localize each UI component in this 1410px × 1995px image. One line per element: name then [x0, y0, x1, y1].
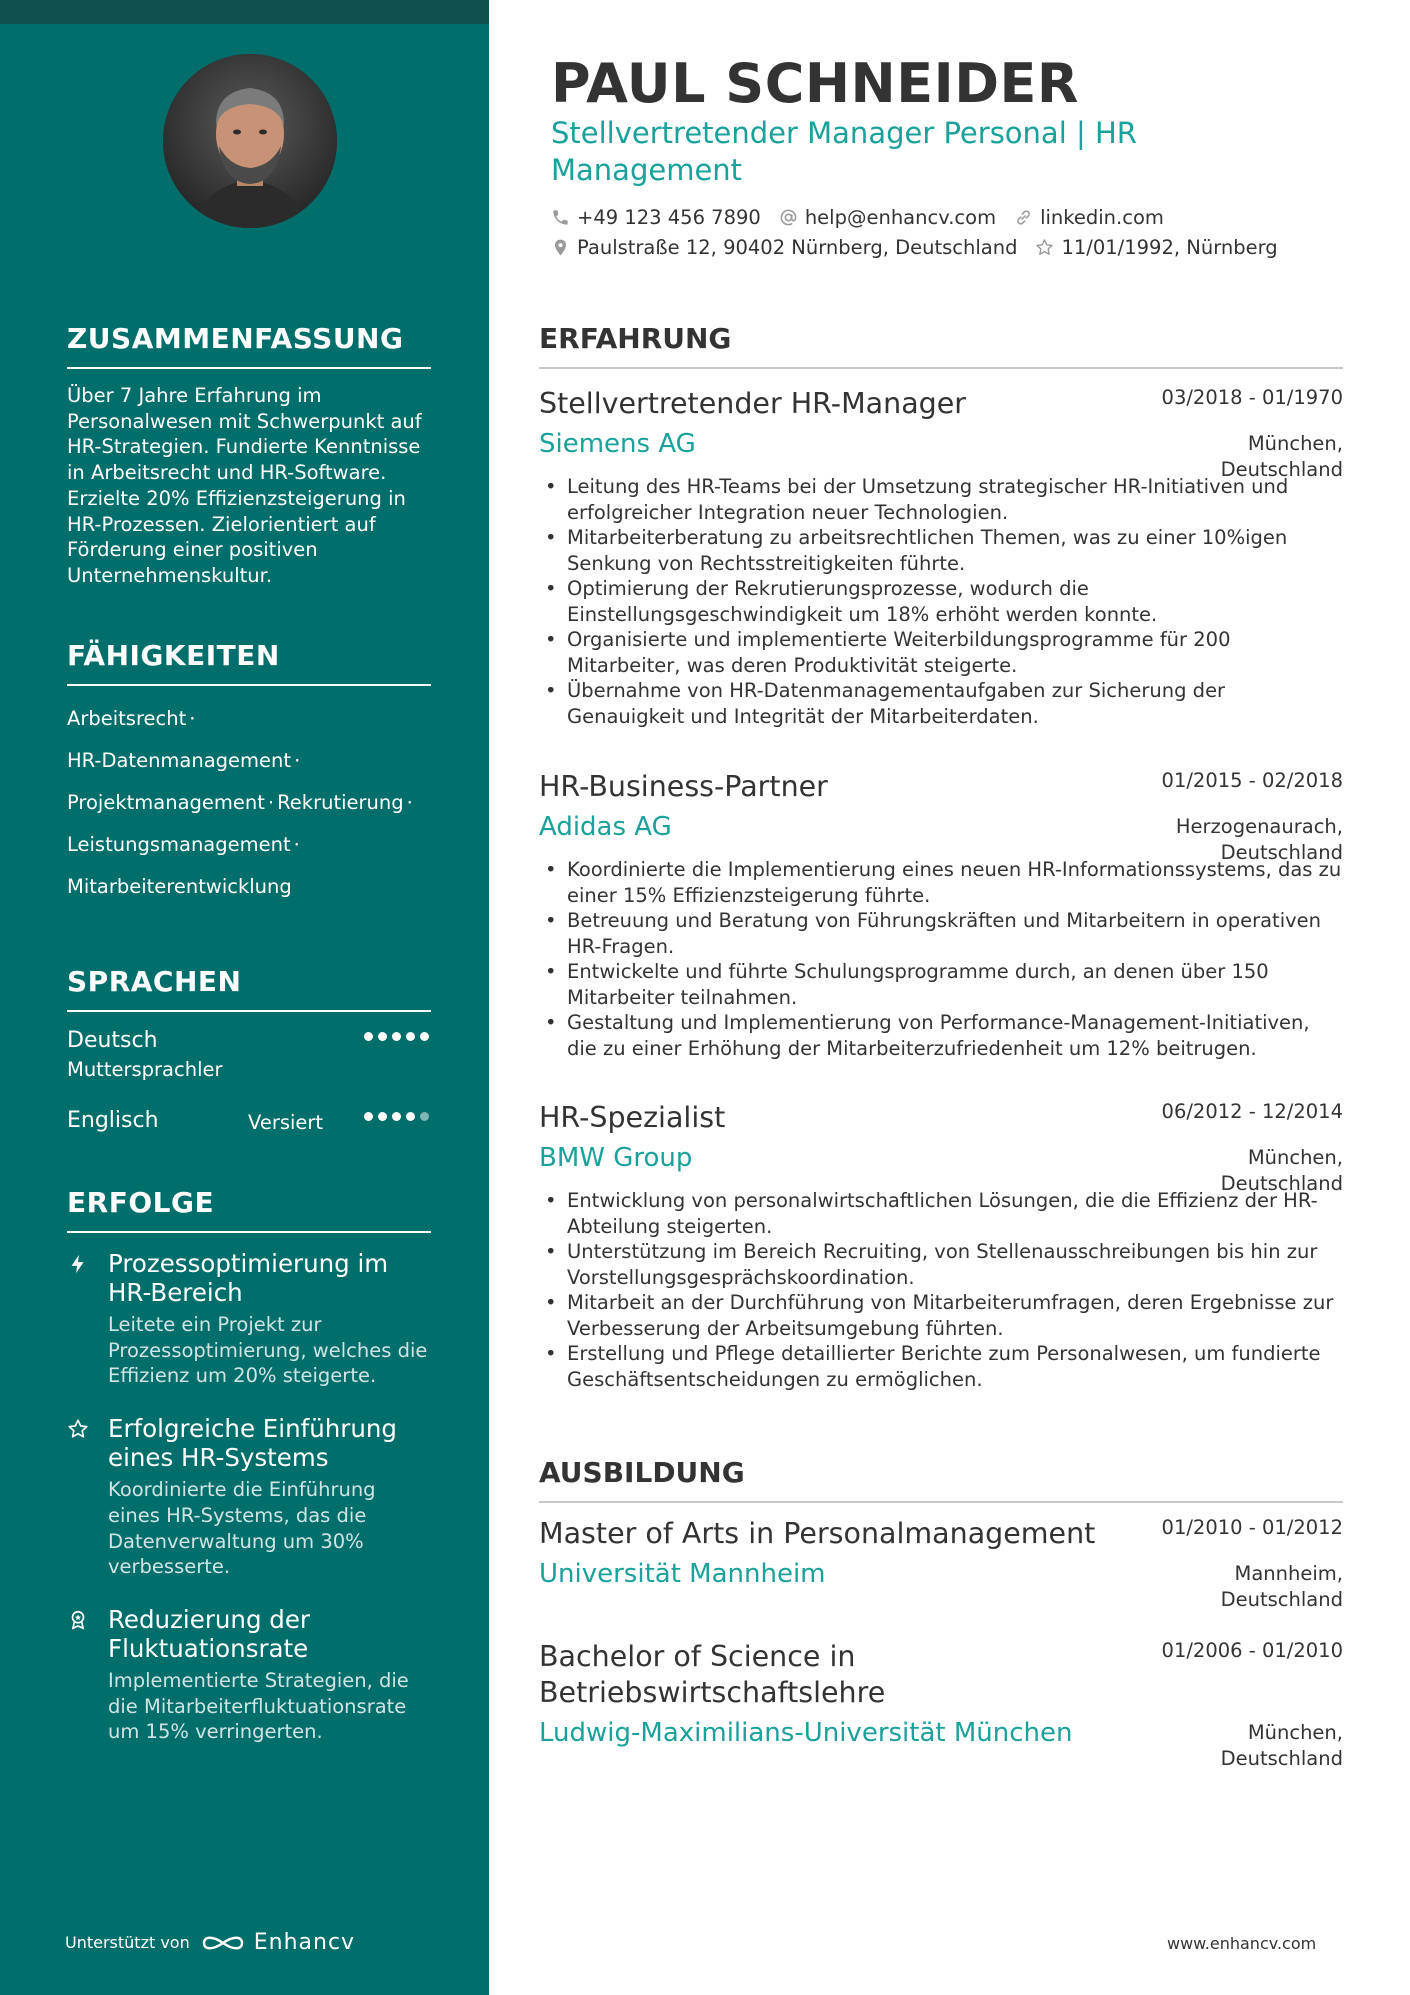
- bullet-item: • Mitarbeiterberatung zu arbeitsrechtlichen Themen, was zu einer 10%igen Senkung von Rechtsstreitigkeiten führte.: [539, 525, 1343, 576]
- skill-item: Leistungsmanagement: [67, 833, 291, 856]
- skills-list: [67, 698, 431, 908]
- experience-title: ERFAHRUNG: [539, 322, 1343, 369]
- rating-dot: [392, 1032, 401, 1041]
- school-location: [1221, 1720, 1343, 1771]
- entry-head: [539, 1516, 1343, 1552]
- achievement-item: [67, 1249, 431, 1389]
- achievement-desc: Koordinierte die Einführung eines HR-Systems, das die Datenverwaltung um 30% verbesserte.: [108, 1478, 376, 1579]
- skill-item: HR-Datenmanagement: [67, 749, 292, 772]
- entry-head: [539, 769, 1343, 805]
- website-link[interactable]: www.enhancv.com: [1167, 1934, 1317, 1953]
- skill-separator: ·: [294, 749, 301, 772]
- job-title: Stellvertretender HR-Manager: [539, 387, 967, 420]
- skills-line-2: [67, 740, 431, 782]
- link-icon: [1014, 208, 1033, 227]
- sidebar: [0, 0, 489, 1995]
- job-bullets: [539, 857, 1343, 1061]
- language-row-deutsch: [67, 1028, 431, 1108]
- summary-title: ZUSAMMENFASSUNG: [67, 322, 431, 369]
- company-row: [539, 1140, 1343, 1195]
- company-row: [539, 426, 1343, 481]
- rating-dot: [420, 1112, 429, 1121]
- summary-section: [67, 322, 431, 589]
- location-line: Deutschland: [1220, 457, 1343, 481]
- skills-section: [67, 639, 431, 908]
- job-period: 01/2015 - 02/2018: [1161, 769, 1343, 792]
- brand-logo[interactable]: [200, 1930, 355, 1955]
- language-name: Englisch: [67, 1108, 159, 1133]
- rating-dot: [406, 1112, 415, 1121]
- entry-head: [539, 1100, 1343, 1136]
- school-row: [539, 1556, 1343, 1611]
- candidate-name: PAUL SCHNEIDER: [551, 52, 1079, 115]
- rating-dot: [364, 1032, 373, 1041]
- bullet-item: • Mitarbeit an der Durchführung von Mitarbeiterumfragen, deren Ergebnisse zur Verbesserung der Arbeitsumgebung führten.: [539, 1290, 1343, 1341]
- languages-title: SPRACHEN: [67, 965, 431, 1012]
- contact-address: [551, 236, 1017, 259]
- rating-dot: [378, 1112, 387, 1121]
- job-period: 06/2012 - 12/2014: [1161, 1100, 1343, 1123]
- degree-title: Master of Arts in Personalmanagement: [539, 1517, 1096, 1550]
- skill-separator: ·: [267, 791, 275, 814]
- contact-row-1: [551, 206, 1164, 229]
- entry-head: [539, 1639, 1343, 1711]
- language-rating: [364, 1112, 429, 1121]
- language-row-englisch: [67, 1108, 431, 1168]
- achievement-item: [67, 1605, 431, 1745]
- location-line: Deutschland: [1220, 1587, 1343, 1611]
- bullet-item: • Übernahme von HR-Datenmanagementaufgaben zur Sicherung der Genauigkeit und Integrität der Mitarbeiterdaten.: [539, 678, 1343, 729]
- award-icon: [67, 1609, 91, 1633]
- powered-by: [65, 1930, 355, 1955]
- skill-item: Projektmanagement: [67, 791, 265, 814]
- education-period: 01/2006 - 01/2010: [1161, 1639, 1343, 1662]
- achievement-title: Erfolgreiche Einführung eines HR-Systems: [108, 1414, 397, 1473]
- location-line: Mannheim,: [1234, 1562, 1343, 1585]
- phone-number: +49 123 456 7890: [577, 206, 761, 229]
- language-name: Deutsch: [67, 1028, 158, 1053]
- language-rating: [364, 1032, 429, 1041]
- contact-birth: [1035, 236, 1277, 259]
- birth-text: 11/01/1992, Nürnberg: [1061, 236, 1278, 259]
- rating-dot: [406, 1032, 415, 1041]
- company-name: BMW Group: [539, 1143, 693, 1173]
- achievements-title: ERFOLGE: [67, 1186, 431, 1233]
- contact-phone[interactable]: [551, 206, 761, 229]
- candidate-headline: Stellvertretender Manager Personal | HR Management: [551, 116, 1137, 187]
- language-level: Versiert: [248, 1111, 324, 1134]
- bullet-item: • Unterstützung im Bereich Recruiting, von Stellenausschreibungen bis hin zur Vorstellungsgesprächskoordination.: [539, 1239, 1343, 1290]
- summary-text: Über 7 Jahre Erfahrung im Personalwesen mit Schwerpunkt auf HR-Strategien. Fundierte Kenntnisse in Arbeitsrecht und HR-Software. Erzielte 20% Effizienzsteigerung in HR-Prozessen. Zielorientiert auf Förderung einer positiven Unternehmenskultur.: [67, 384, 422, 587]
- location-pin-icon: [551, 238, 570, 257]
- skills-line-3: [67, 782, 431, 824]
- bullet-item: • Leitung des HR-Teams bei der Umsetzung strategischer HR-Initiativen und erfolgreicher Integration neuer Technologien.: [539, 474, 1343, 525]
- powered-by-label: Unterstützt von: [65, 1933, 190, 1952]
- rating-dot: [364, 1112, 373, 1121]
- location-line: Deutschland: [1220, 840, 1343, 864]
- job-period: 03/2018 - 01/1970: [1161, 386, 1343, 409]
- achievements-list: [67, 1249, 431, 1745]
- at-icon: [779, 208, 798, 227]
- achievements-section: [67, 1186, 431, 1770]
- language-level: Muttersprachler: [67, 1058, 223, 1081]
- location-line: München,: [1247, 1721, 1343, 1744]
- skills-title: FÄHIGKEITEN: [67, 639, 431, 686]
- brand-name: Enhancv: [253, 1930, 356, 1955]
- bullet-item: • Gestaltung und Implementierung von Performance-Management-Initiativen, die zu einer Erhöhung der Mitarbeiterzufriedenheit um 12% beitrugen.: [539, 1010, 1343, 1061]
- bullet-item: • Betreuung und Beratung von Führungskräften und Mitarbeitern in operativen HR-Fragen.: [539, 908, 1343, 959]
- rating-dot: [392, 1112, 401, 1121]
- achievement-title: Prozessoptimierung im HR-Bereich: [108, 1249, 389, 1307]
- phone-icon: [551, 208, 570, 227]
- school-row: [539, 1715, 1343, 1770]
- achievement-item: [67, 1414, 431, 1580]
- skills-line-1: [67, 698, 431, 740]
- entry-head: [539, 386, 1343, 422]
- languages-section: [67, 965, 431, 1168]
- location-line: Deutschland: [1220, 1171, 1343, 1195]
- star-icon: [67, 1418, 91, 1442]
- skills-line-5: [67, 866, 431, 908]
- bullet-item: • Koordinierte die Implementierung eines neuen HR-Informationssystems, das zu einer 15% Effizienzsteigerung führte.: [539, 857, 1343, 908]
- location-line: München,: [1247, 1146, 1343, 1169]
- experience-entry: [539, 1100, 1343, 1392]
- bullet-item: • Entwickelte und führte Schulungsprogramme durch, an denen über 150 Mitarbeiter teilnahmen.: [539, 959, 1343, 1010]
- skill-item: Mitarbeiterentwicklung: [67, 875, 292, 898]
- job-bullets: [539, 1188, 1343, 1392]
- address-text: Paulstraße 12, 90402 Nürnberg, Deutschland: [577, 236, 1018, 259]
- education-title: AUSBILDUNG: [539, 1456, 1343, 1503]
- email-address: help@enhancv.com: [804, 206, 997, 229]
- skills-line-4: [67, 824, 431, 866]
- job-title: HR-Spezialist: [539, 1101, 726, 1134]
- bullet-item: • Organisierte und implementierte Weiterbildungsprogramme für 200 Mitarbeiter, was deren Produktivität steigerte.: [539, 627, 1343, 678]
- bullet-item: • Erstellung und Pflege detaillierter Berichte zum Personalwesen, um fundierte Geschäftsentscheidungen zu ermöglichen.: [539, 1341, 1343, 1392]
- school-location: [1221, 1561, 1343, 1612]
- bullet-item: • Entwicklung von personalwirtschaftlichen Lösungen, die die Effizienz der HR-Abteilung steigerten.: [539, 1188, 1343, 1239]
- skill-item: Rekrutierung: [277, 791, 404, 814]
- enhancv-logo-icon: [200, 1931, 246, 1955]
- experience-entry: [539, 386, 1343, 729]
- experience-entry: [539, 769, 1343, 1061]
- education-entry: [539, 1639, 1343, 1770]
- education-entry: [539, 1516, 1343, 1611]
- rating-dot: [378, 1032, 387, 1041]
- job-bullets: [539, 474, 1343, 729]
- job-title: HR-Business-Partner: [539, 770, 828, 803]
- school-name: Ludwig-Maximilians-Universität München: [539, 1718, 1073, 1748]
- bullet-item: • Optimierung der Rekrutierungsprozesse, wodurch die Einstellungsgeschwindigkeit um 18% erhöht werden konnte.: [539, 576, 1343, 627]
- achievement-desc: Implementierte Strategien, die die Mitarbeiterfluktuationsrate um 15% verringerten.: [108, 1668, 409, 1744]
- star-icon: [1035, 238, 1054, 257]
- contact-email[interactable]: [779, 206, 996, 229]
- languages-list: [67, 1028, 431, 1168]
- location-line: Herzogenaurach,: [1175, 815, 1343, 838]
- linkedin-url: linkedin.com: [1040, 206, 1164, 229]
- location-line: Deutschland: [1220, 1746, 1343, 1770]
- company-row: [539, 809, 1343, 864]
- contact-linkedin[interactable]: [1014, 206, 1164, 229]
- company-name: Adidas AG: [539, 812, 672, 842]
- company-name: Siemens AG: [539, 429, 696, 459]
- degree-title: Bachelor of Science in Betriebswirtschaftslehre: [539, 1640, 886, 1709]
- achievement-desc: Leitete ein Projekt zur Prozessoptimierung, welches die Effizienz um 20% steigerte.: [108, 1313, 428, 1388]
- achievement-title: Reduzierung der Fluktuationsrate: [108, 1604, 310, 1663]
- sidebar-top-bar: [0, 0, 489, 24]
- school-name: Universität Mannheim: [539, 1559, 826, 1589]
- skill-item: Arbeitsrecht: [67, 707, 187, 730]
- location-line: München,: [1247, 432, 1343, 455]
- skill-separator: ·: [406, 791, 413, 814]
- education-period: 01/2010 - 01/2012: [1161, 1516, 1343, 1539]
- rating-dot: [420, 1032, 429, 1041]
- lightning-icon: [67, 1253, 91, 1277]
- skill-separator: ·: [293, 833, 300, 856]
- contact-row-2: [551, 236, 1278, 259]
- skill-separator: ·: [189, 707, 196, 730]
- profile-photo: [163, 54, 337, 228]
